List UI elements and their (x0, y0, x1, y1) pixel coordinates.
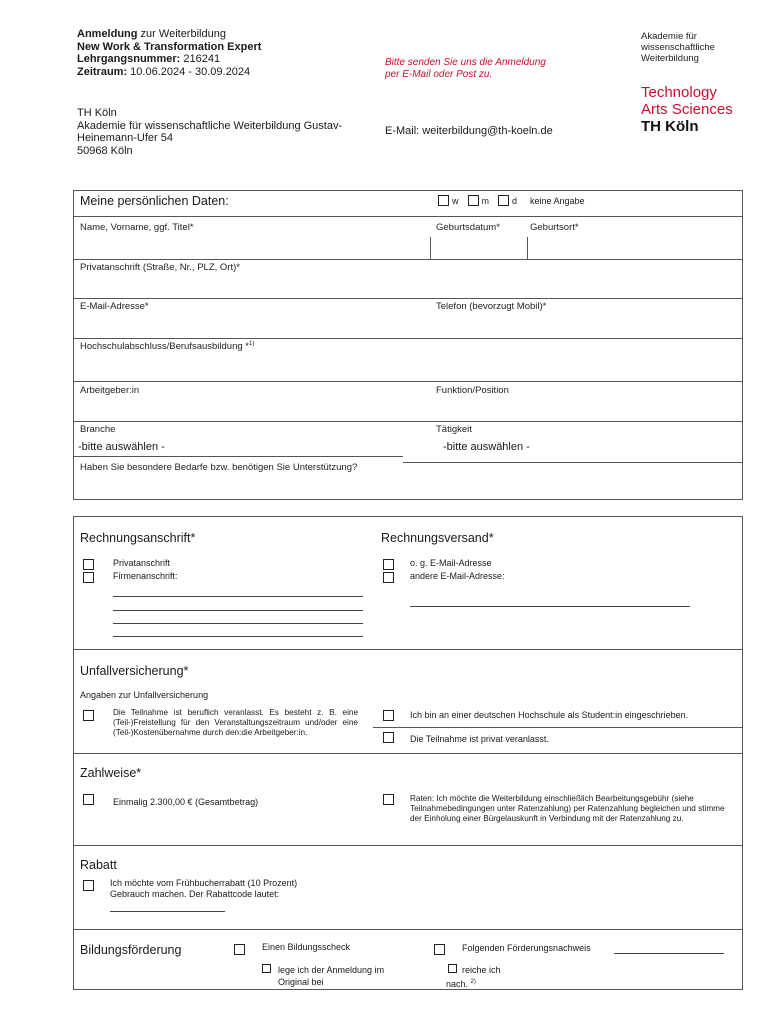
payment-rates-checkbox[interactable] (383, 794, 394, 805)
function-label: Funktion/Position (436, 385, 509, 396)
header-block (77, 28, 261, 78)
email-label: E-Mail-Adresse* (80, 301, 149, 312)
needs-label: Haben Sie besondere Bedarfe bzw. benötigen Sie Unterstützung? (80, 462, 358, 473)
funding-proof-checkbox[interactable] (434, 944, 445, 955)
addr-line4: 50968 Köln (77, 144, 133, 157)
logo-line2: wissenschaftliche (641, 42, 715, 53)
notice-line1: Bitte senden Sie uns die Anmeldung (385, 57, 546, 68)
insurance-title: Unfallversicherung* (80, 664, 189, 678)
payment-rates-label: Raten: Ich möchte die Weiterbildung einschließlich Bearbeitungsgebühr (siehe Teilnahmebedingungen unter Ratenzahlung) per Ratenzahlung begleichen und stimme der Einholung einer Bürgelauskunft in Verbindung mit der Ratenzahlung zu. (410, 794, 725, 823)
insurance-student-label: Ich bin an einer deutschen Hochschule als Student:in eingeschrieben. (410, 710, 689, 720)
discount-checkbox[interactable] (83, 880, 94, 891)
period-label: Zeitraum: (77, 65, 128, 78)
ship-email-label: o. g. E-Mail-Adresse (410, 558, 492, 568)
funding-title: Bildungsförderung (80, 943, 182, 957)
logo-line3: Weiterbildung (641, 53, 699, 64)
lg-label: Lehrgangsnummer: (77, 53, 181, 65)
logo-th: TH Köln (641, 118, 699, 135)
birthdate-label: Geburtsdatum* (436, 222, 500, 233)
funding-original-line2: Original bei (278, 977, 324, 987)
ship-email-checkbox[interactable] (383, 559, 394, 570)
funding-later-word: nach. (446, 979, 469, 989)
insurance-job-label: Die Teilnahme ist beruflich veranlasst. Es besteht z. B. eine (Teil-)Freistellung für den Veranstaltungszeitraum und/oder eine (Teil-)Kostenübernahme durch den:die Arbeitgeber:in. (113, 708, 358, 737)
course-name: New Work & Transformation Expert (77, 40, 262, 53)
birthplace-label: Geburtsort* (530, 222, 579, 233)
payment-once-checkbox[interactable] (83, 794, 94, 805)
addr-line1: TH Köln (77, 107, 117, 119)
funding-cheque-checkbox[interactable] (234, 944, 245, 955)
degree-label (80, 341, 254, 352)
degree-footnote: 1) (249, 341, 255, 347)
personal-title: Meine persönlichen Daten: (80, 194, 229, 208)
billing-private-checkbox[interactable] (83, 559, 94, 570)
logo-red1: Technology (641, 84, 717, 101)
logo-line1: Akademie für (641, 31, 697, 42)
funding-later-footnote: 2) (470, 979, 476, 985)
insurance-student-checkbox[interactable] (383, 710, 394, 721)
address-block (77, 107, 342, 157)
title-bold: Anmeldung (77, 28, 138, 40)
payment-once-label: Einmalig 2.300,00 € (Gesamtbetrag) (113, 797, 259, 807)
lg-value: 216241 (180, 53, 221, 65)
gender-none-label: keine Angabe (530, 195, 585, 206)
gender-d-label: d (512, 195, 518, 206)
billing-title: Rechnungsanschrift* (80, 531, 196, 545)
logo-text (641, 31, 715, 64)
billing-company-checkbox[interactable] (83, 572, 94, 583)
name-field[interactable] (75, 234, 427, 256)
insurance-subtitle: Angaben zur Unfallversicherung (80, 690, 209, 700)
funding-later-checkbox[interactable] (448, 964, 457, 973)
discount-line2: Gebrauch machen. Der Rabattcode lautet: (110, 889, 280, 899)
funding-original-checkbox[interactable] (262, 964, 271, 973)
insurance-private-checkbox[interactable] (383, 732, 394, 743)
notice-line2: per E-Mail oder Post zu. (385, 69, 493, 80)
ship-other-label: andere E-Mail-Adresse: (410, 571, 505, 581)
funding-later-text (446, 964, 501, 990)
phone-label: Telefon (bevorzugt Mobil)* (436, 301, 547, 312)
insurance-job-checkbox[interactable] (83, 710, 94, 721)
funding-original-text (278, 964, 384, 988)
th-logo (641, 84, 733, 135)
gender-m-label: m (481, 195, 489, 206)
addr-line3: Heinemann-Ufer 54 (77, 132, 173, 144)
branch-label: Branche (80, 424, 116, 435)
addr-line2: Akademie für wissenschaftliche Weiterbildung Gustav- (77, 119, 343, 132)
contact-email[interactable]: E-Mail: weiterbildung@th-koeln.de (385, 125, 553, 137)
title-rest: zur Weiterbildung (137, 28, 226, 40)
billing-private-label: Privatanschrift (113, 558, 171, 568)
funding-proof-label: Folgenden Förderungsnachweis (462, 943, 591, 953)
address-label: Privatanschrift (Straße, Nr., PLZ, Ort)* (80, 262, 240, 273)
gender-w-checkbox[interactable] (438, 195, 449, 206)
ship-other-checkbox[interactable] (383, 572, 394, 583)
degree-text: Hochschulabschluss/Berufsausbildung * (80, 341, 249, 353)
discount-line1: Ich möchte vom Frühbucherrabatt (10 Prozent) (110, 878, 298, 888)
logo-red2: Arts Sciences (641, 101, 733, 118)
gender-w-label: w (452, 195, 459, 206)
payment-title: Zahlweise* (80, 766, 142, 780)
name-label: Name, Vorname, ggf. Titel* (80, 222, 194, 233)
billing-company-label: Firmenanschrift: (113, 571, 178, 581)
funding-later-line2 (446, 976, 501, 990)
shipping-title: Rechnungsversand* (381, 531, 494, 545)
gender-d-checkbox[interactable] (498, 195, 509, 206)
activity-label: Tätigkeit (436, 424, 472, 435)
discount-title: Rabatt (80, 858, 117, 872)
send-notice (385, 57, 546, 81)
activity-select[interactable]: -bitte auswählen - (443, 441, 530, 453)
branch-select[interactable]: -bitte auswählen - (78, 441, 165, 453)
gender-options (438, 195, 585, 206)
discount-text (110, 878, 297, 900)
period-value: 10.06.2024 - 30.09.2024 (127, 65, 251, 78)
employer-label: Arbeitgeber:in (80, 385, 140, 396)
gender-m-checkbox[interactable] (468, 195, 479, 206)
funding-cheque-label: Einen Bildungsscheck (262, 942, 351, 952)
funding-later-line1: reiche ich (462, 965, 501, 975)
insurance-private-label: Die Teilnahme ist privat veranlasst. (410, 734, 549, 744)
funding-original-line1: lege ich der Anmeldung im (278, 965, 385, 975)
